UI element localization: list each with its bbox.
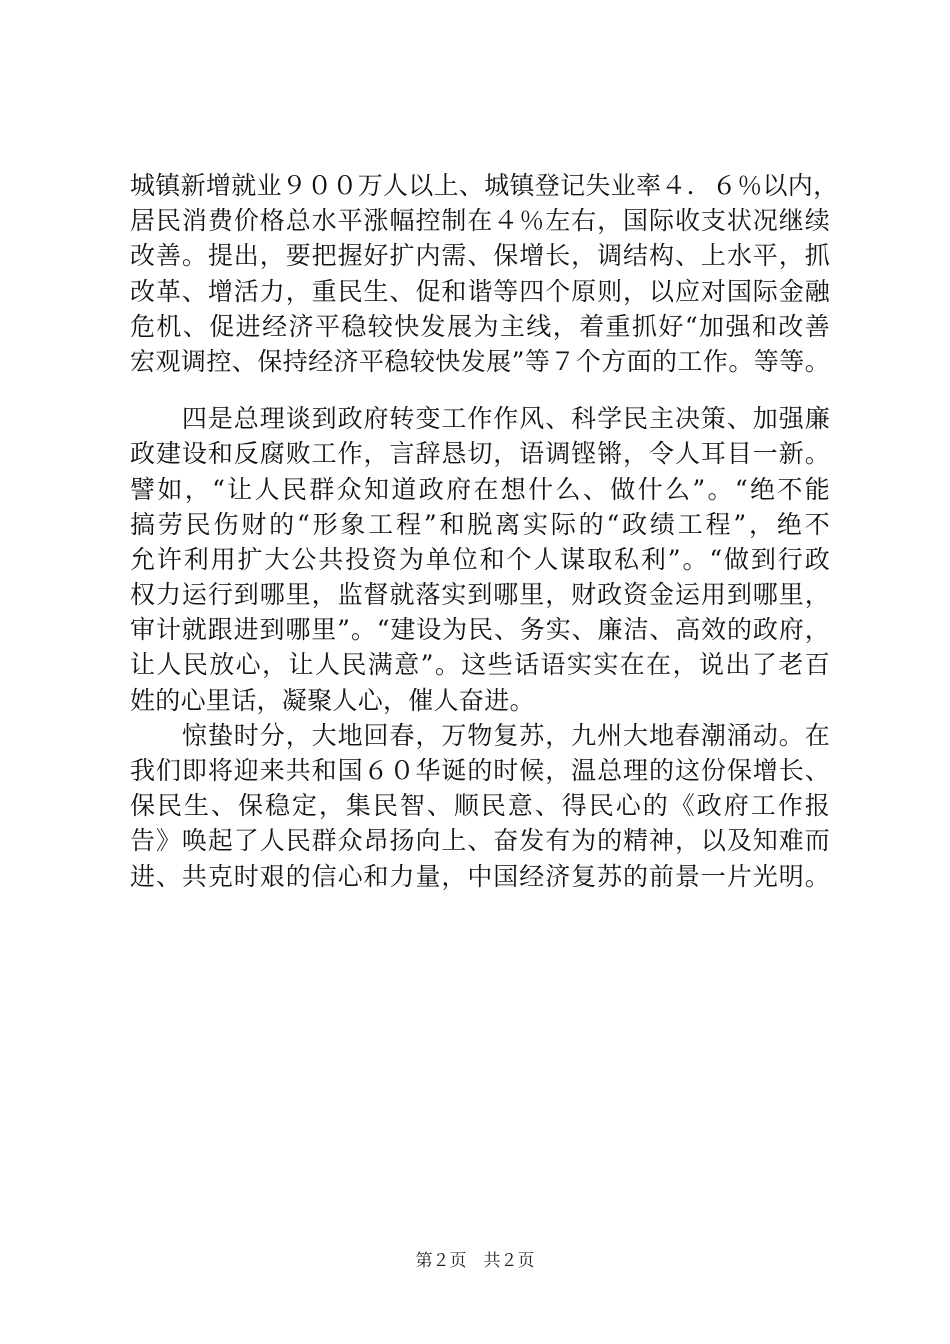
- text-line: 居民消费价格总水平涨幅控制在４％左右，国际收支状况继续: [130, 206, 830, 236]
- text-line: 搞劳民伤财的“形象工程”和脱离实际的“政绩工程”，绝不: [130, 509, 830, 539]
- text-line: 宏观调控、保持经济平稳较快发展”等７个方面的工作。等等。: [130, 346, 830, 376]
- paragraph-1: [130, 168, 839, 379]
- text-line: 政建设和反腐败工作，言辞恳切，语调铿锵，令人耳目一新。: [130, 439, 830, 469]
- text-line: 让人民放心，让人民满意”。这些话语实实在在，说出了老百: [130, 650, 830, 680]
- text-line: 审计就跟进到哪里”。“建设为民、务实、廉洁、高效的政府，: [130, 615, 830, 645]
- text-line: 惊蛰时分，大地回春，万物复苏，九州大地春潮涌动。在: [130, 720, 830, 750]
- text-line: 危机、促进经济平稳较快发展为主线，着重抓好“加强和改善: [130, 311, 830, 341]
- text-line: 告》唤起了人民群众昂扬向上、奋发有为的精神，以及知难而: [130, 826, 830, 856]
- paragraph-2: [130, 401, 830, 718]
- text-line: 城镇新增就业９００万人以上、城镇登记失业率４．６％以内，: [130, 171, 839, 200]
- text-line: 进、共克时艰的信心和力量，中国经济复苏的前景一片光明。: [130, 861, 830, 891]
- text-line: 四是总理谈到政府转变工作作风、科学民主决策、加强廉: [130, 404, 830, 434]
- paragraph-3: [130, 718, 830, 894]
- text-line: 姓的心里话，凝聚人心，催人奋进。: [130, 685, 535, 715]
- text-line: 权力运行到哪里，监督就落实到哪里，财政资金运用到哪里，: [130, 580, 830, 610]
- text-line: 保民生、保稳定，集民智、顺民意、得民心的《政府工作报: [130, 791, 830, 821]
- text-line: 改善。提出，要把握好扩内需、保增长，调结构、上水平，抓: [130, 241, 830, 271]
- text-line: 譬如，“让人民群众知道政府在想什么、做什么”。“绝不能: [130, 474, 830, 504]
- text-line: 允许利用扩大公共投资为单位和个人谋取私利”。“做到行政: [130, 544, 830, 574]
- text-line: 我们即将迎来共和国６０华诞的时候，温总理的这份保增长、: [130, 756, 830, 785]
- page-number-footer: 第２页 共２页: [415, 1251, 535, 1271]
- text-line: 改革、增活力，重民生、促和谐等四个原则，以应对国际金融: [130, 276, 830, 306]
- document-body: [130, 168, 839, 894]
